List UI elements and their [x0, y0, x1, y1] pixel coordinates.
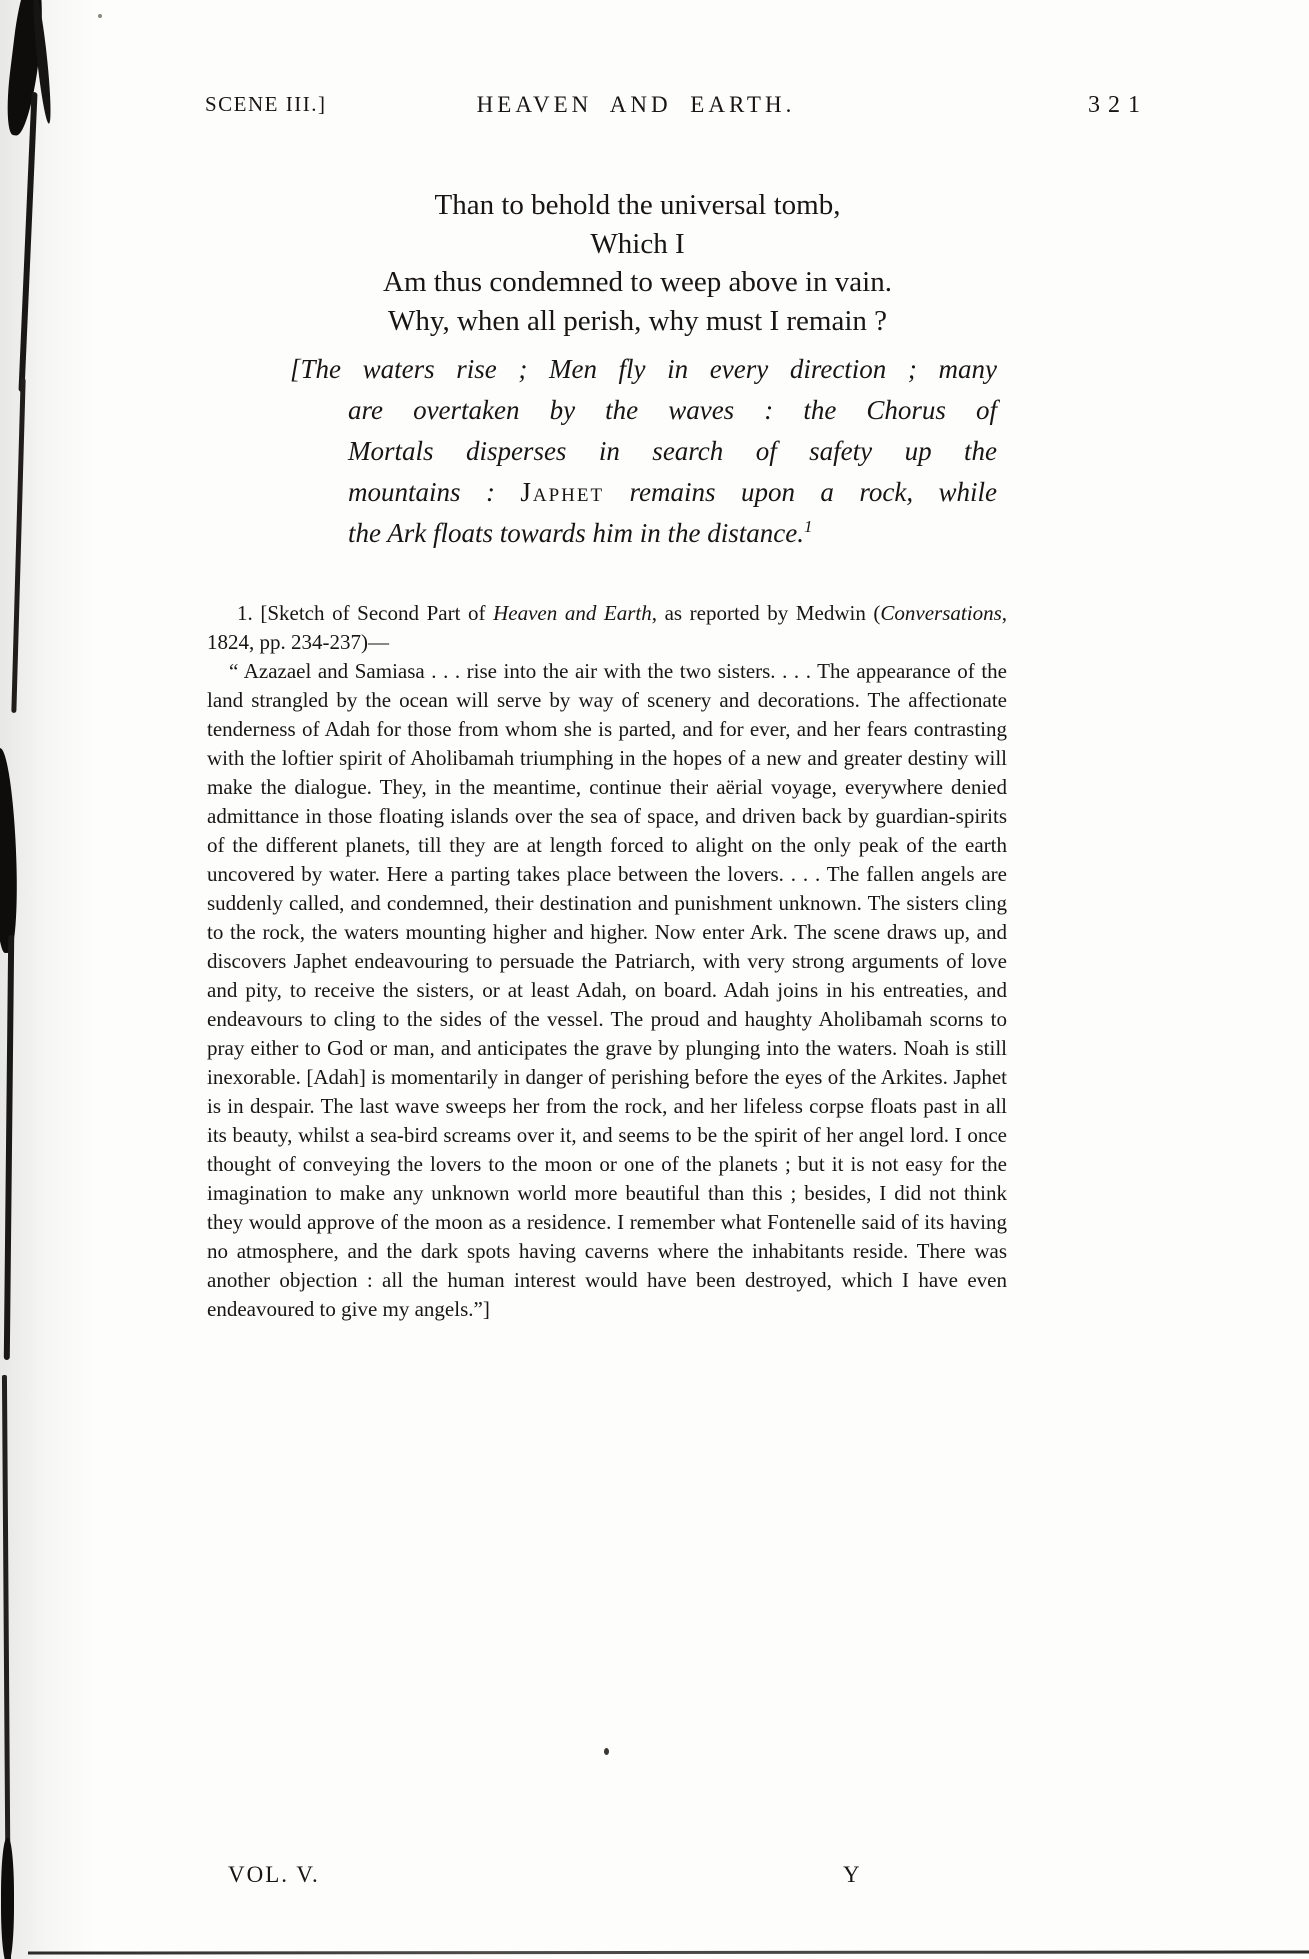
stage-line-4: [290, 472, 997, 513]
stage-line-2: are overtaken by the waves : the Chorus of: [348, 395, 997, 425]
footnote-intro: [207, 599, 1007, 657]
verse-line-3: Am thus condemned to weep above in vain.: [383, 266, 892, 298]
verse-line-2: Which I: [590, 227, 685, 260]
verse-line-4: Why, when all perish, why must I remain ?: [387, 304, 888, 337]
ink-speck: [604, 1748, 609, 1755]
character-name-japhet: Japhet: [520, 477, 605, 507]
footnote-number: 1.: [237, 601, 253, 625]
running-head: [0, 92, 1309, 132]
footnote-intro-mid: , as reported by Medwin (: [651, 601, 881, 625]
footnote: [207, 599, 1007, 1324]
stage-line-1-text: The waters rise ; Men fly in every direction ; many: [300, 354, 997, 384]
volume-label: VOL. V.: [228, 1862, 320, 1887]
stage-line-4-post: remains upon a rock, while: [604, 477, 998, 507]
page-number: 321: [1088, 92, 1148, 118]
scan-artifact-blob-2: [1, 1838, 14, 1959]
stage-line-5: [290, 513, 997, 554]
stage-direction: [290, 349, 997, 554]
footnote-quotation: “ Azazael and Samiasa . . . rise into the air with the two sisters. . . . The appearance of the land strangled by the ocean will serve by way of scenery and decorations. The affectionate tenderness of Adah for those from whom she is parted, and for ever, and her fears contrasting with the loftier spirit of Aholibamah triumphing in the hopes of a new and greater destiny will make the dialogue. They, in the meantime, continue their aërial voyage, everywhere denied admittance in those floating islands over the sea of space, and driven back by guardian-spirits of the different planets, till they are at length forced to alight on the only peak of the earth uncovered by water. Here a parting takes place between the lovers. . . . The fallen angels are suddenly called, and condemned, their destination and punishment unknown. The sisters cling to the rock, the waters mounting higher and higher. Now enter Ark. The scene draws up, and discovers Japhet endeavouring to persuade the Patriarch, with very strong arguments of love and pity, to receive the sisters, or at least Adah, on board. Adah joins in his entreaties, and endeavours to cling to the sides of the vessel. The proud and haughty Aholibamah scorns to pray either to God or man, and anticipates the grave by plunging into the waters. Noah is still inexorable. [Adah] is momentarily in danger of perishing before the eyes of the Arkites. Japhet is in despair. The last wave sweeps her from the rock, and her lifeless corpse floats past in all its beauty, whilst a sea-bird screams over it, and seems to be the spirit of her angel lord. I once thought of conveying the lovers to the moon or one of the planets ; but it is not easy for the imagination to make any unknown world more beautiful than this ; besides, I did not think they would approve of the moon as a residence. I remember what Fontenelle said of its having no atmosphere, and the dark spots having caverns where the inhabitants reside. There was another objection : all the human interest would have been destroyed, which I have even endeavoured to give my angels.”]: [207, 659, 1007, 1321]
scan-artifact-edge-line-1: [18, 92, 37, 392]
stage-open-bracket: [: [290, 354, 301, 384]
scan-artifact-blob-1: [0, 748, 20, 954]
running-title: HEAVEN AND EARTH.: [476, 92, 796, 117]
work-title-italic: Heaven and Earth: [493, 601, 652, 625]
footnote-intro-pre: [Sketch of Second Part of: [252, 601, 494, 625]
verse-block: [240, 186, 1035, 340]
conversations-title-italic: Conversations: [880, 601, 1002, 625]
stage-line-5-text: the Ark floats towards him in the distance.: [348, 518, 804, 548]
scan-artifact-edge-line-2: [11, 378, 25, 713]
printer-signature-mark: Y: [843, 1862, 860, 1887]
verse-line-1: Than to behold the universal tomb,: [434, 189, 841, 221]
scan-artifact-edge-line-3: [4, 935, 14, 1360]
footnote-intro-post: , 1824, pp. 234-237)—: [207, 601, 1007, 654]
stage-line-3: Mortals disperses in search of safety up the: [348, 436, 997, 466]
ink-speck-top: [98, 14, 102, 18]
stage-line-1: [290, 349, 997, 390]
footnote-reference-mark: 1: [803, 517, 813, 536]
scan-artifact-bottom-edge: [28, 1950, 1309, 1954]
scene-heading: SCENE III.]: [205, 92, 327, 116]
stage-line-4-pre: mountains :: [348, 477, 521, 507]
